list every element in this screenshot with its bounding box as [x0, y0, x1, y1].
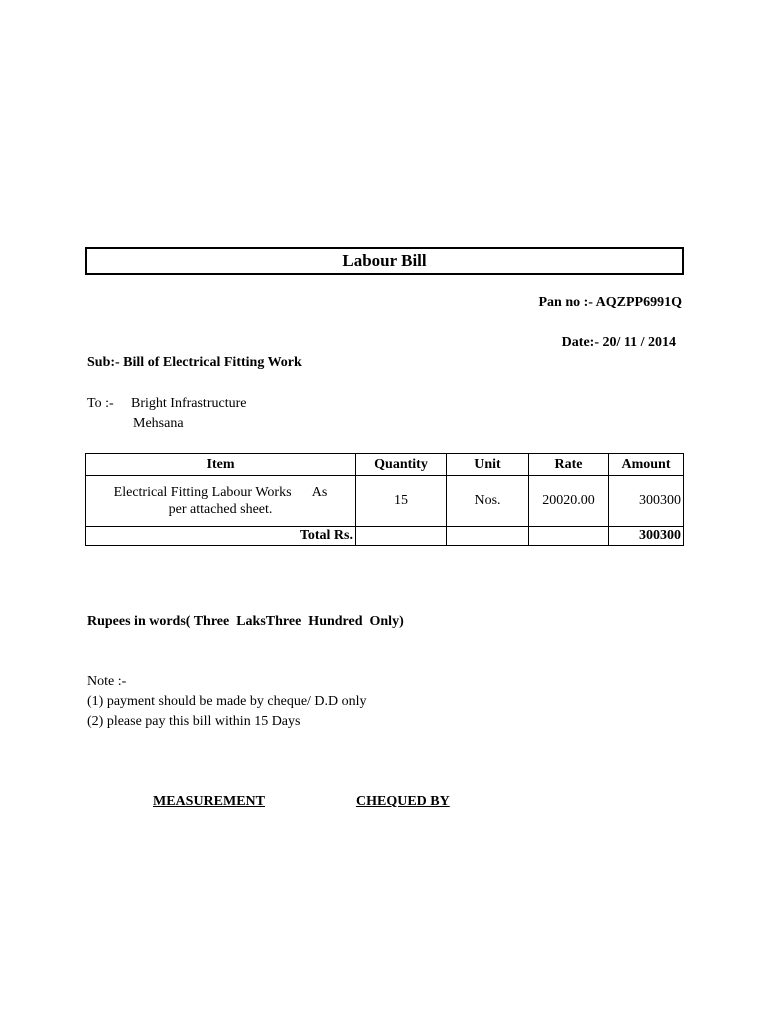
item-unit: Nos.: [447, 476, 529, 527]
pan-number: Pan no :- AQZPP6991Q: [538, 295, 682, 310]
note-item-2: (2) please pay this bill within 15 Days: [87, 714, 301, 729]
table-row: [86, 476, 684, 527]
recipient-name: Bright Infrastructure: [131, 396, 247, 411]
recipient-city: Mehsana: [133, 416, 184, 431]
note-heading: Note :-: [87, 674, 127, 689]
total-label: Total Rs.: [86, 527, 356, 546]
item-rate: 20020.00: [529, 476, 609, 527]
signature-chequed-by: CHEQUED BY: [356, 794, 450, 809]
total-empty-quantity: [356, 527, 447, 546]
recipient-label: To :-: [87, 396, 114, 411]
bill-date: Date:- 20/ 11 / 2014: [561, 335, 676, 350]
total-row: [86, 527, 684, 546]
subject-line: Sub:- Bill of Electrical Fitting Work: [87, 355, 302, 370]
item-description-line2: per attached sheet.: [168, 502, 273, 517]
total-empty-unit: [447, 527, 529, 546]
bill-title: Labour Bill: [85, 247, 684, 275]
header-amount: Amount: [609, 454, 684, 476]
signature-measurement: MEASUREMENT: [153, 794, 266, 809]
header-unit: Unit: [447, 454, 529, 476]
total-amount: 300300: [609, 527, 684, 546]
bill-table: [85, 453, 684, 546]
note-item-1: (1) payment should be made by cheque/ D.D only: [87, 694, 367, 709]
table-header-row: [86, 454, 684, 476]
header-quantity: Quantity: [356, 454, 447, 476]
header-item: Item: [86, 454, 356, 476]
item-description: [86, 476, 356, 527]
total-empty-rate: [529, 527, 609, 546]
header-rate: Rate: [529, 454, 609, 476]
item-quantity: 15: [356, 476, 447, 527]
item-description-line1: Electrical Fitting Labour Works As: [113, 485, 328, 500]
item-amount: 300300: [609, 476, 684, 527]
amount-in-words: Rupees in words( Three LaksThree Hundred Only): [87, 614, 404, 629]
